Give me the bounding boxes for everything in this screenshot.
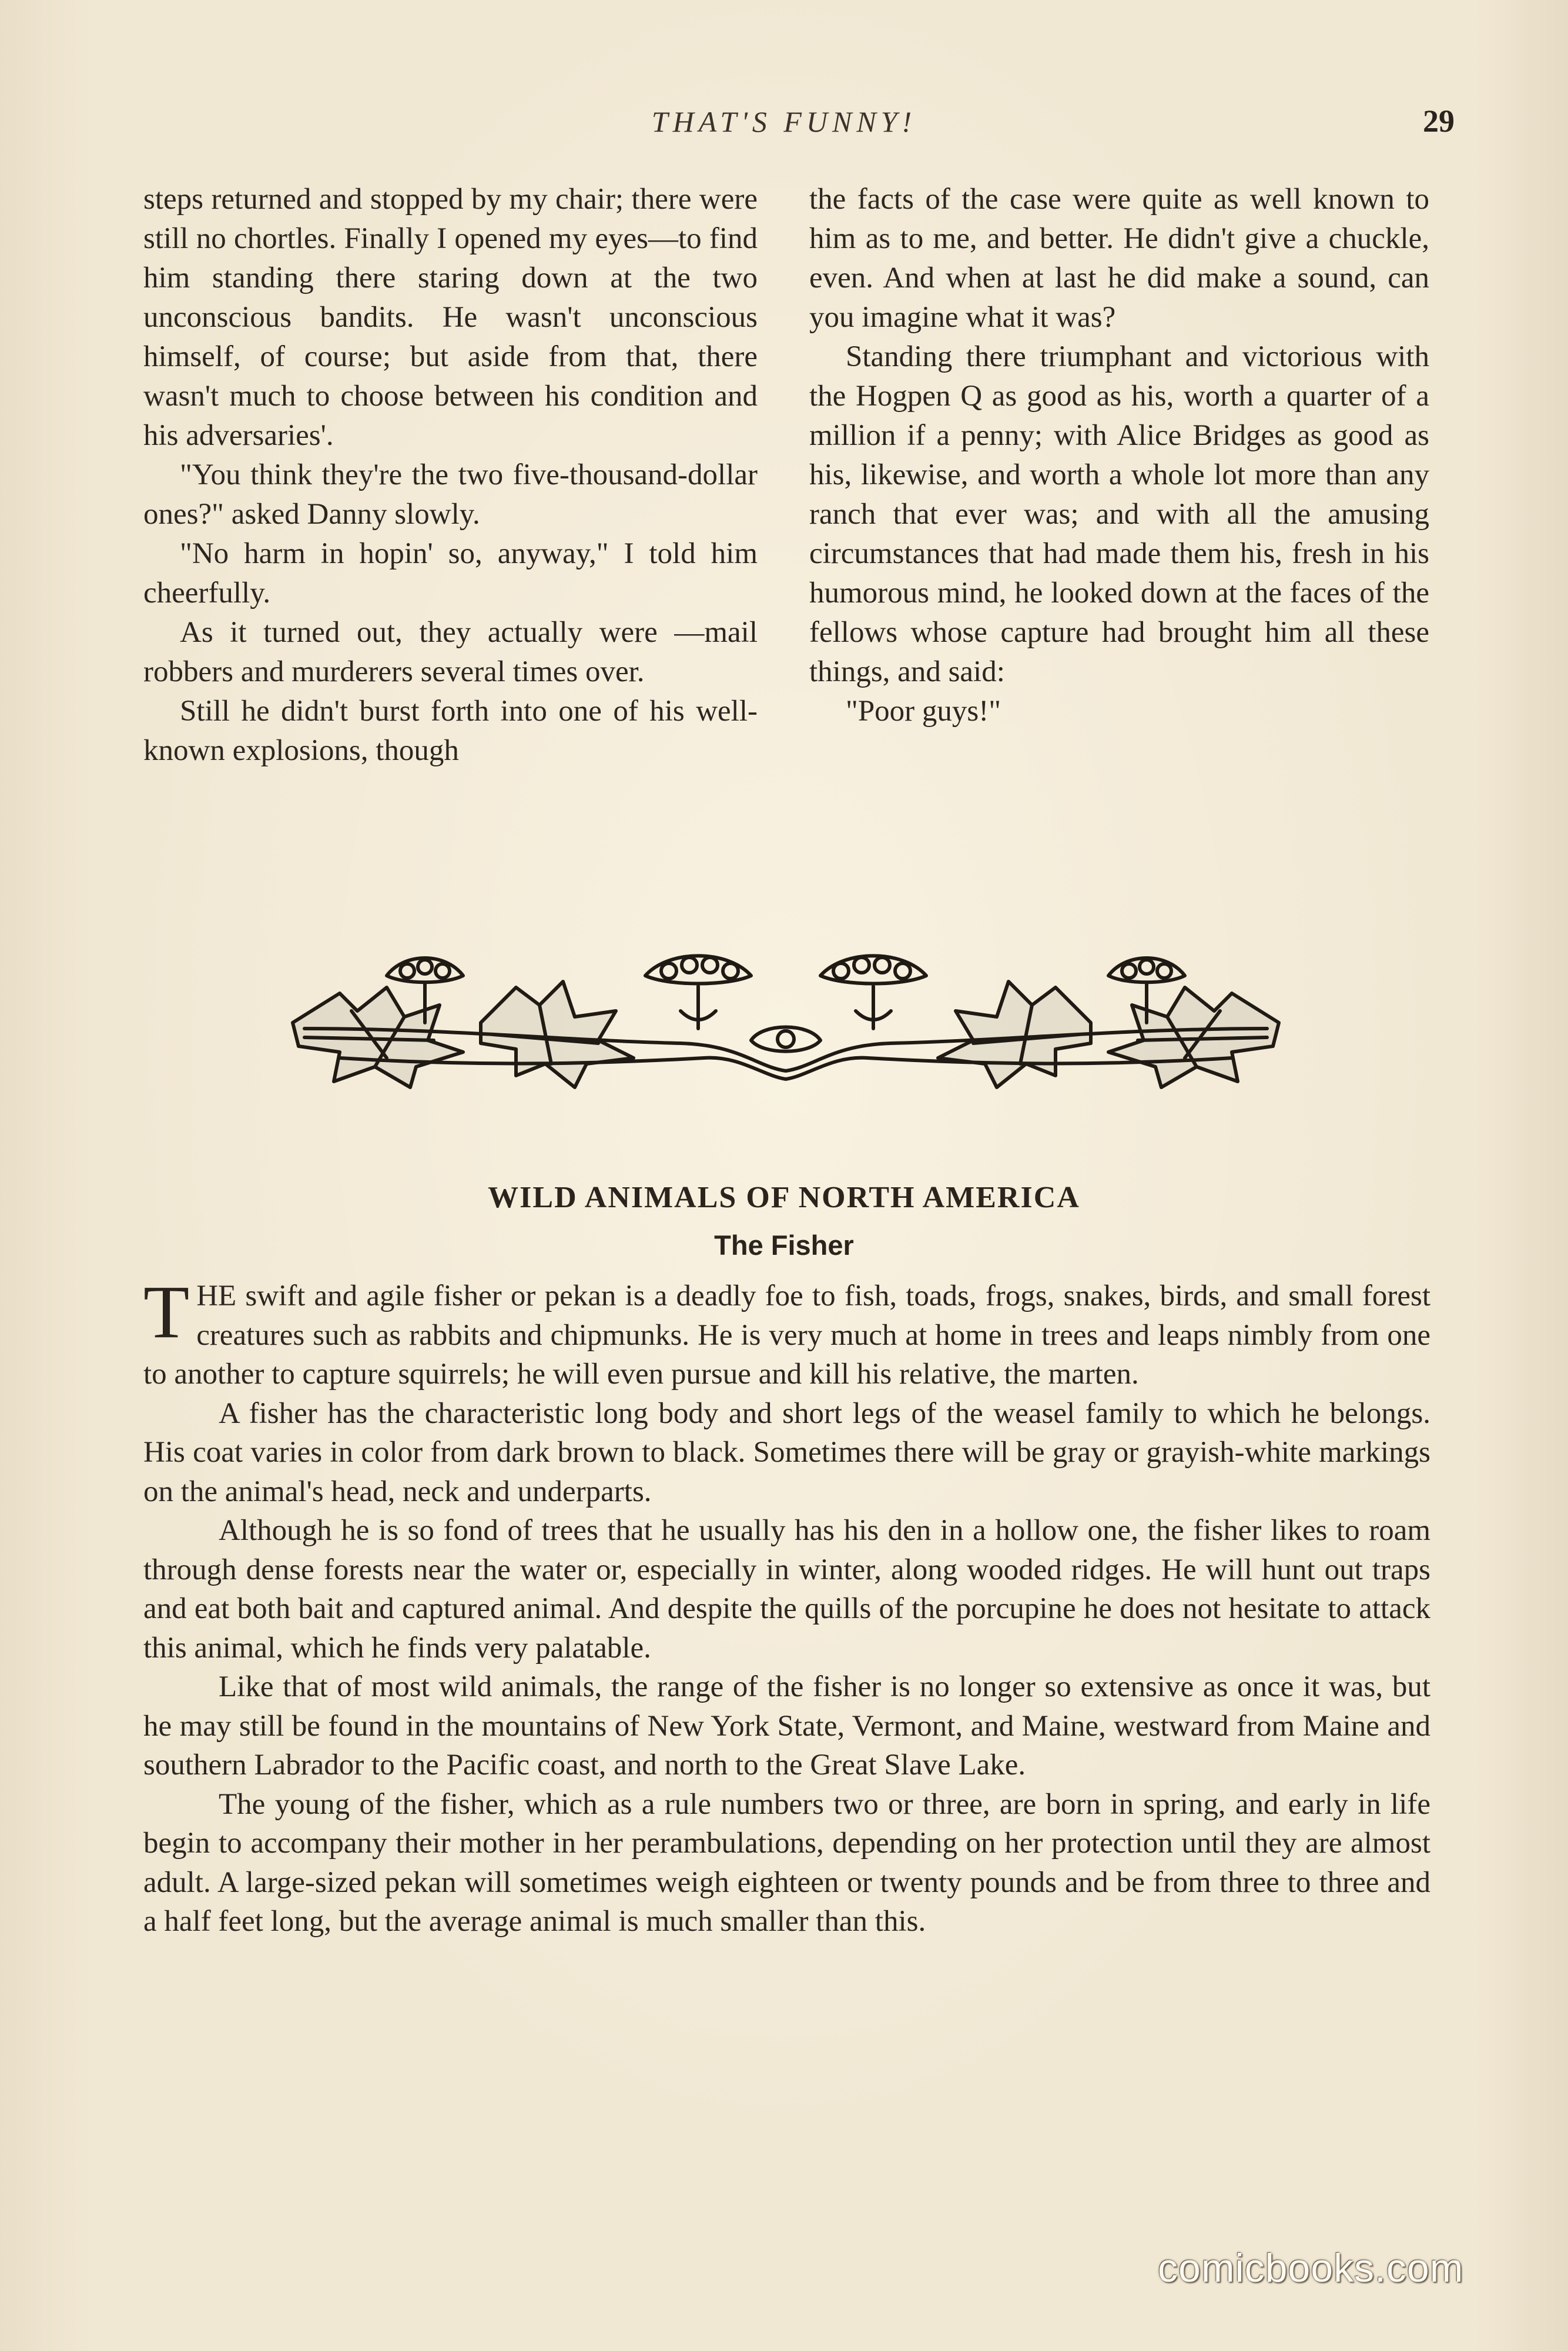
story-paragraph: Standing there triumphant and victorious with the Hogpen Q as good as his, worth a quarter of a million if a penny; with Alice Bridges as good as his, likewise, and worth a whole lot more than any ranch that ever was; and with all the amusing circumstances that had made them his, fresh in his humorous mind, he looked down at the faces of the fellows whose capture had brought him all these things, and said: [809, 340, 1429, 688]
article-paragraph [143, 1270, 1430, 1394]
article-title: WILD ANIMALS OF NORTH AMERICA [488, 1181, 1080, 1214]
article-paragraph: The young of the fisher, which as a rule numbers two or three, are born in spring, and early in life begin to accompany their mother in her perambulations, depending on her protection until they are almost adult. A large-sized pekan will sometimes weigh eighteen or twenty pounds and be from three to three and a half feet long, but the average animal is much smaller than this. [143, 1787, 1430, 1938]
article-paragraph: Like that of most wild animals, the range of the fisher is no longer so extensive as once it was, but he may still be found in the mountains of New York State, Vermont, and Maine, westward from Maine and southern Labrador to the Pacific coast, and north to the Great Slave Lake. [143, 1670, 1430, 1781]
story-right-column [809, 180, 1429, 731]
running-title: THAT'S FUNNY! [651, 105, 917, 138]
drop-cap: T [143, 1270, 190, 1354]
article-subtitle: The Fisher [714, 1230, 854, 1261]
story-paragraph: Still he didn't burst forth into one of his well-known explosions, though [143, 695, 758, 767]
story-paragraph: steps returned and stopped by my chair; there were still no chortles. Finally I opened my eyes—to find him standing there staring down at the two unconscious bandits. He wasn't unconscious himself, of course; but aside from that, there wasn't much to choose between his condition and his adversaries'. [143, 183, 758, 452]
article-first-paragraph: HE swift and agile fisher or pekan is a deadly foe to fish, toads, frogs, snakes, birds, and small forest creatures such as rabbits and chipmunks. He is very much at home in trees and leaps nimbly from one to another to capture squirrels; he will even pursue and kill his relative, the marten. [143, 1280, 1430, 1391]
article-paragraph: A fisher has the characteristic long body and short legs of the weasel family to which he belongs. His coat varies in color from dark brown to black. Sometimes there will be gray or grayish-white markings on the animal's head, neck and underparts. [143, 1396, 1430, 1508]
story-left-column [143, 180, 758, 771]
story-paragraph: As it turned out, they actually were —mail robbers and murderers several times over. [143, 616, 758, 688]
article-paragraph: Although he is so fond of trees that he usually has his den in a hollow one, the fisher likes to roam through dense forests near the water or, especially in winter, along wooded ridges. He will hunt out traps and eat both bait and captured animal. And despite the quills of the porcupine he does not hesitate to attack this animal, which he finds very palatable. [143, 1514, 1430, 1665]
story-paragraph: "You think they're the two five-thousand-dollar ones?" asked Danny slowly. [143, 458, 758, 531]
story-paragraph: the facts of the case were quite as well known to him as to me, and better. He didn't give a chuckle, even. And when at last he did make a sound, can you imagine what it was? [809, 183, 1429, 334]
page-number: 29 [1423, 103, 1455, 139]
site-watermark: comicbooks.com [1158, 2246, 1464, 2290]
story-paragraph: "No harm in hopin' so, anyway," I told him cheerfully. [143, 537, 758, 609]
floral-ornament [269, 940, 1302, 1093]
article-body [143, 1270, 1430, 1941]
story-paragraph: "Poor guys!" [846, 695, 1001, 728]
